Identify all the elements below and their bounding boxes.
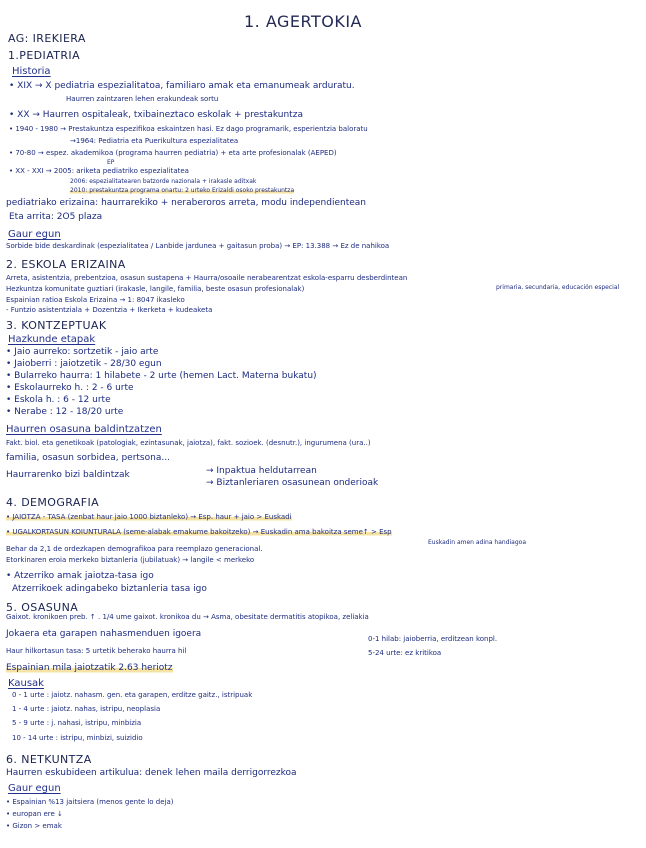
section-heading-demografia: 4. DEMOGRAFIA — [6, 496, 100, 509]
note-line: Haurren zaintzaren lehen erakundeak sortu — [66, 95, 219, 103]
subheading-today: Gaur egun — [8, 229, 61, 240]
note-line: • europan ere ↓ — [6, 810, 63, 818]
note-line: 1 - 4 urte : jaiotz. nahas, istripu, neoplasia — [12, 705, 161, 713]
note-line: 2010: prestakuntza programa onartu: 2 urteko Erizaldi osoko prestakuntza — [70, 187, 295, 194]
note-line: 2006: espezialitatearen batzorde nazionala + irakasle aditxak — [70, 178, 257, 185]
note-line: • Bularreko haurra: 1 hilabete - 2 urte (hemen Lact. Materna bukatu) — [6, 371, 317, 381]
note-line: Hezkuntza komunitate guztiari (irakasle, langile, familia, beste osasun profesionalak) — [6, 285, 305, 293]
subheading-causes: Kausak — [8, 678, 44, 689]
subheading-growth-stages: Hazkunde etapak — [8, 334, 96, 345]
note-line: primaria, secundaria, educación especial — [496, 284, 620, 291]
section-opening: AG: IREKIERA — [8, 32, 86, 45]
note-line: Fakt. biol. eta genetikoak (patologiak, ezintasunak, jaiotza), fakt. sozioek. (desnutr.), ingurumena (ura..) — [6, 439, 371, 447]
note-line: • Atzerriko amak jaiotza-tasa igo — [6, 571, 154, 581]
note-line: • JAIOTZA - TASA (zenbat haur jaio 1000 biztanleko) → Esp. haur + jaio > Euskadi — [6, 513, 292, 521]
note-line: Haurrarenko bizi baldintzak — [6, 470, 130, 480]
note-line: →1964: Pediatria eta Puerikultura espezialitatea — [70, 137, 239, 145]
note-line: → Inpaktua heldutarrean — [206, 466, 317, 476]
note-line: • Espainian %13 jaitsiera (menos gente lo deja) — [6, 798, 174, 806]
section-heading-hezkuntza: 6. NETKUNTZA — [6, 753, 92, 766]
section-heading-kontzeptuak: 3. KONTZEPTUAK — [6, 319, 107, 332]
note-line: • XIX → X pediatria espezialitatoa, familiaro amak eta emanumeak arduratu. — [9, 81, 355, 91]
note-line: • Jaio aurreko: sortzetik - jaio arte — [6, 347, 159, 357]
note-line: • 1940 - 1980 → Prestakuntza espezifikoa eskaintzen hasi. Ez dago programarik, esperientzia baloratu — [9, 125, 368, 133]
note-line: 5 - 9 urte : j. nahasi, istripu, minbizia — [12, 719, 142, 727]
note-line: • UGALKORTASUN KOIUNTURALA (seme-alabak emakume bakoitzeko) → Euskadin ama bakoitza seme↑ > Esp — [6, 528, 392, 536]
note-line: • 70-80 → espez. akademikoa (programa haurren pediatria) + eta arte profesionalak (AEPED) — [9, 149, 337, 157]
note-line: Haurren eskubideen artikulua: denek lehen maila derrigorrezkoa — [6, 768, 297, 778]
note-line: - Funtzio asistentziala + Dozentzia + Ikerketa + kudeaketa — [6, 306, 213, 314]
note-line: 0 - 1 urte : jaiotz. nahasm. gen. eta garapen, erditze gaitz., istripuak — [12, 691, 253, 699]
note-line: • Nerabe : 12 - 18/20 urte — [6, 407, 124, 417]
note-line: Jokaera eta garapen nahasmenduen igoera — [6, 629, 202, 639]
note-line: Gaixot. kronikoen preb. ↑ . 1/4 ume gaixot. kronikoa du → Asma, obesitate dermatitis atopikoa, zeliakia — [6, 613, 369, 621]
subheading-health-conditions: Haurren osasuna baldintzatzen — [6, 424, 162, 435]
note-line: Etorkinaren eroia merkeko biztanleria (jubilatuak) → langile < merkeko — [6, 556, 255, 564]
note-line: Haur hilkortasun tasa: 5 urtetik beherako haurra hil — [6, 647, 187, 655]
note-line: • Eskola h. : 6 - 12 urte — [6, 395, 111, 405]
note-line: Espainian ratioa Eskola Erizaina → 1: 8047 ikasleko — [6, 296, 185, 304]
note-line: → Biztanleriaren osasunean onderioak — [206, 478, 379, 488]
note-line: Atzerrikoek adingabeko biztanleria tasa igo — [12, 584, 207, 594]
note-line: 0-1 hilab: jaioberria, erditzean konpl. — [368, 635, 498, 643]
note-line: familia, osasun sorbidea, pertsona... — [6, 453, 170, 463]
note-line: • Eskolaurreko h. : 2 - 6 urte — [6, 383, 134, 393]
subheading-history: Historia — [12, 66, 51, 77]
note-line: EP — [107, 159, 115, 166]
section-heading-pediatria: 1.PEDIATRIA — [8, 49, 80, 62]
section-heading-eskola: 2. ESKOLA ERIZAINA — [6, 258, 126, 271]
section-heading-osasuna: 5. OSASUNA — [6, 601, 79, 614]
note-line: • XX - XXI → 2005: ariketa pediatriko espezialitatea — [9, 167, 189, 175]
note-line: Sorbide bide deskardinak (espezialitatea / Lanbide jardunea + gaitasun proba) → EP: 13.388 → Ez de nahikoa — [6, 242, 390, 250]
note-line: 5-24 urte: ez kritikoa — [368, 649, 442, 657]
note-line: 10 - 14 urte : istripu, minbizi, suizidio — [12, 734, 143, 742]
note-line: • XX → Haurren ospitaleak, txibaineztaco eskolak + prestakuntza — [9, 110, 303, 120]
note-line: • Jaioberri : jaiotzetik - 28/30 egun — [6, 359, 162, 369]
note-line: Arreta, asistentzia, prebentzioa, osasun sustapena + Haurra/osoaile nerabearentzat eskola-esparru desberdintean — [6, 274, 408, 282]
subheading-today: Gaur egun — [8, 783, 61, 794]
note-line: Espainian mila jaiotzatik 2.63 heriotz — [6, 663, 173, 673]
note-line: Behar da 2,1 de ordezkapen demografikoa para reemplazo generacional. — [6, 545, 263, 553]
note-line: pediatriako erizaina: haurrarekiko + neraberoros arreta, modu independientean — [6, 198, 366, 208]
page-title: 1. AGERTOKIA — [244, 12, 362, 31]
note-line: Euskadin amen adina handiagoa — [428, 539, 527, 546]
note-line: • Gizon > emak — [6, 822, 62, 830]
note-line: Eta arrita: 2O5 plaza — [9, 212, 103, 222]
